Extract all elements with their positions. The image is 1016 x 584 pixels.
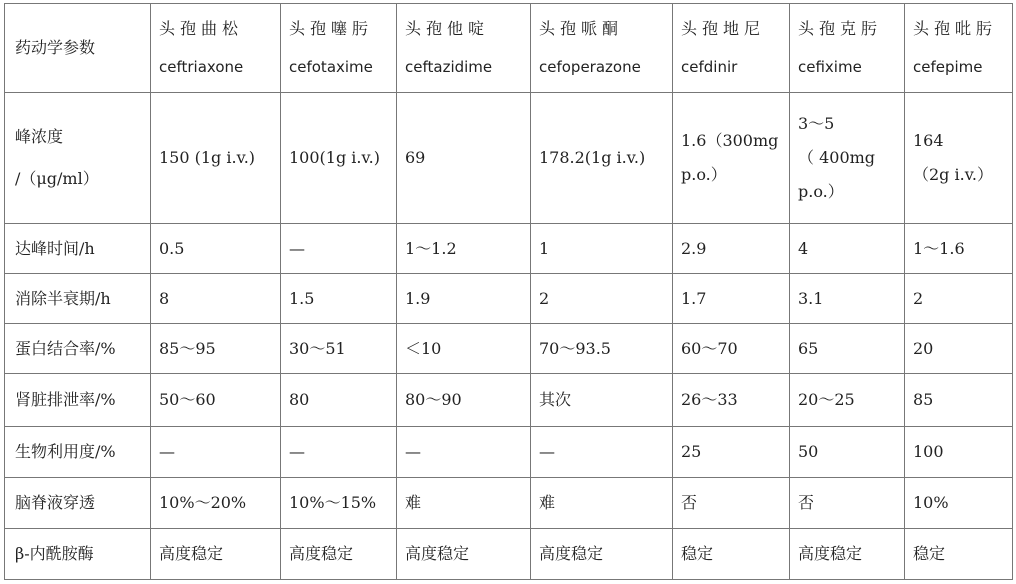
drug-header-cell [790, 4, 905, 93]
drug-name-cn: 头孢吡肟 [913, 19, 998, 38]
cell-value: （ 400mg [798, 148, 876, 167]
value-cell [905, 478, 1013, 529]
cell-value: 20～25 [798, 390, 855, 409]
cell-value: 高度稳定 [405, 544, 470, 563]
drug-name-en: ceftazidime [405, 58, 493, 76]
value-cell [673, 324, 790, 374]
cell-value: 稳定 [913, 544, 946, 563]
value-cell [673, 529, 790, 580]
drug-header-cell [531, 4, 673, 93]
cell-value: 60～70 [681, 338, 738, 358]
cell-value: — [289, 238, 305, 258]
param-label: 达峰时间/h [15, 238, 95, 258]
cell-value: 10% [913, 493, 949, 512]
cell-value: 2.9 [681, 238, 707, 258]
param-header-cell [5, 4, 151, 93]
cell-value: 否 [798, 493, 815, 512]
value-cell [905, 529, 1013, 580]
value-cell [531, 478, 673, 529]
cell-value: （2g i.v.） [913, 165, 993, 184]
value-cell [905, 324, 1013, 374]
cell-value: 2 [913, 288, 924, 308]
drug-header-cell [397, 4, 531, 93]
cell-value: 70～93.5 [539, 338, 611, 358]
cell-value: p.o.） [798, 182, 844, 201]
cell-value: 85 [913, 390, 934, 409]
param-label: 肾脏排泄率/% [15, 390, 116, 409]
cell-value: 1 [539, 238, 550, 258]
value-cell [397, 324, 531, 374]
drug-name-cn: 头孢他啶 [405, 19, 490, 38]
value-cell [151, 478, 281, 529]
drug-name-cn: 头孢噻肟 [289, 19, 374, 38]
cell-value: 高度稳定 [289, 544, 354, 563]
value-cell [397, 374, 531, 427]
table-row [5, 274, 1013, 324]
param-label-cell [5, 224, 151, 274]
value-cell [790, 324, 905, 374]
cell-value: 0.5 [159, 238, 185, 258]
drug-header-cell [281, 4, 397, 93]
cell-value: 65 [798, 338, 819, 358]
value-cell [397, 93, 531, 224]
cell-value: 1.7 [681, 288, 707, 308]
drug-name-en: cefixime [798, 58, 862, 76]
drug-name-en: cefotaxime [289, 58, 373, 76]
value-cell [531, 93, 673, 224]
value-cell [281, 478, 397, 529]
value-cell [281, 324, 397, 374]
value-cell [151, 93, 281, 224]
value-cell [905, 274, 1013, 324]
value-cell [281, 224, 397, 274]
value-cell [151, 427, 281, 478]
cell-value: 1～1.6 [913, 238, 965, 258]
param-label-cell [5, 529, 151, 580]
param-label-cell [5, 374, 151, 427]
cell-value: 8 [159, 288, 170, 308]
drug-header-cell [673, 4, 790, 93]
table-row [5, 93, 1013, 224]
value-cell [790, 274, 905, 324]
cell-value: 高度稳定 [539, 544, 604, 563]
cell-value: 10%～20% [159, 493, 247, 512]
value-cell [397, 274, 531, 324]
param-label: /（μg/ml） [15, 169, 99, 188]
cell-value: 30～51 [289, 338, 346, 358]
cell-value: 164 [913, 131, 944, 150]
value-cell [673, 224, 790, 274]
cell-value: 100 [913, 442, 944, 461]
cell-value: 高度稳定 [798, 544, 863, 563]
value-cell [790, 93, 905, 224]
value-cell [281, 427, 397, 478]
drug-name-cn: 头孢地尼 [681, 19, 766, 38]
cell-value: 10%～15% [289, 493, 377, 512]
value-cell [531, 529, 673, 580]
cell-value: 4 [798, 238, 809, 258]
pharmacokinetics-table [4, 3, 1013, 580]
cell-value: 20 [913, 338, 934, 358]
value-cell [790, 224, 905, 274]
table-row [5, 324, 1013, 374]
param-label: 峰浓度 [15, 127, 64, 146]
param-label: β-内酰胺酶 [15, 544, 94, 563]
cell-value: 85～95 [159, 338, 216, 358]
cell-value: 50～60 [159, 390, 216, 409]
cell-value: 高度稳定 [159, 544, 224, 563]
value-cell [281, 93, 397, 224]
value-cell [397, 224, 531, 274]
value-cell [531, 224, 673, 274]
drug-name-en: ceftriaxone [159, 58, 244, 76]
cell-value: — [289, 442, 305, 461]
cell-value: 100(1g i.v.) [289, 148, 380, 167]
value-cell [531, 324, 673, 374]
value-cell [790, 374, 905, 427]
drug-header-cell [905, 4, 1013, 93]
drug-header-cell [151, 4, 281, 93]
cell-value: 难 [539, 493, 556, 512]
value-cell [673, 274, 790, 324]
drug-name-en: cefdinir [681, 58, 738, 76]
cell-value: 其次 [539, 390, 572, 409]
cell-value: 178.2(1g i.v.) [539, 148, 646, 167]
cell-value: p.o.） [681, 165, 727, 184]
table-row [5, 224, 1013, 274]
drug-name-en: cefepime [913, 58, 983, 76]
cell-value: 3～5 [798, 114, 835, 133]
cell-value: 25 [681, 442, 702, 461]
cell-value: 1.5 [289, 288, 315, 308]
value-cell [531, 274, 673, 324]
cell-value: 69 [405, 148, 426, 167]
value-cell [531, 374, 673, 427]
cell-value: 1～1.2 [405, 238, 457, 258]
param-label: 蛋白结合率/% [15, 338, 116, 358]
param-label: 脑脊液穿透 [15, 493, 96, 512]
value-cell [281, 274, 397, 324]
value-cell [281, 529, 397, 580]
cell-value: 3.1 [798, 288, 824, 308]
value-cell [151, 324, 281, 374]
cell-value: — [159, 442, 175, 461]
cell-value: 难 [405, 493, 422, 512]
drug-name-en: cefoperazone [539, 58, 641, 76]
drug-name-cn: 头孢曲松 [159, 19, 244, 38]
table-row [5, 529, 1013, 580]
value-cell [905, 224, 1013, 274]
param-label-cell [5, 427, 151, 478]
cell-value: — [405, 442, 421, 461]
table-row [5, 478, 1013, 529]
value-cell [673, 427, 790, 478]
value-cell [905, 374, 1013, 427]
value-cell [397, 478, 531, 529]
cell-value: ＜10 [405, 338, 442, 358]
value-cell [790, 529, 905, 580]
value-cell [397, 529, 531, 580]
value-cell [151, 274, 281, 324]
param-label: 消除半衰期/h [15, 288, 111, 308]
value-cell [281, 374, 397, 427]
table-body [5, 4, 1013, 580]
value-cell [905, 93, 1013, 224]
value-cell [151, 224, 281, 274]
param-label-cell [5, 478, 151, 529]
cell-value: 50 [798, 442, 819, 461]
cell-value: 1.6（300mg [681, 131, 779, 150]
value-cell [673, 93, 790, 224]
value-cell [531, 427, 673, 478]
header-row [5, 4, 1013, 93]
value-cell [673, 478, 790, 529]
value-cell [397, 427, 531, 478]
cell-value: 26～33 [681, 390, 738, 409]
cell-value: 80～90 [405, 390, 462, 409]
param-label-cell [5, 93, 151, 224]
param-label-cell [5, 324, 151, 374]
value-cell [790, 427, 905, 478]
table-row [5, 427, 1013, 478]
value-cell [673, 374, 790, 427]
drug-name-cn: 头孢哌酮 [539, 19, 624, 38]
table-row [5, 374, 1013, 427]
value-cell [151, 529, 281, 580]
param-label-cell [5, 274, 151, 324]
cell-value: 2 [539, 288, 550, 308]
value-cell [905, 427, 1013, 478]
param-label: 生物利用度/% [15, 442, 116, 461]
cell-value: 稳定 [681, 544, 714, 563]
cell-value: 80 [289, 390, 310, 409]
cell-value: — [539, 442, 555, 461]
cell-value: 否 [681, 493, 698, 512]
param-header-label: 药动学参数 [15, 38, 96, 57]
drug-name-cn: 头孢克肟 [798, 19, 883, 38]
cell-value: 150 (1g i.v.) [159, 148, 256, 167]
cell-value: 1.9 [405, 288, 431, 308]
value-cell [790, 478, 905, 529]
value-cell [151, 374, 281, 427]
